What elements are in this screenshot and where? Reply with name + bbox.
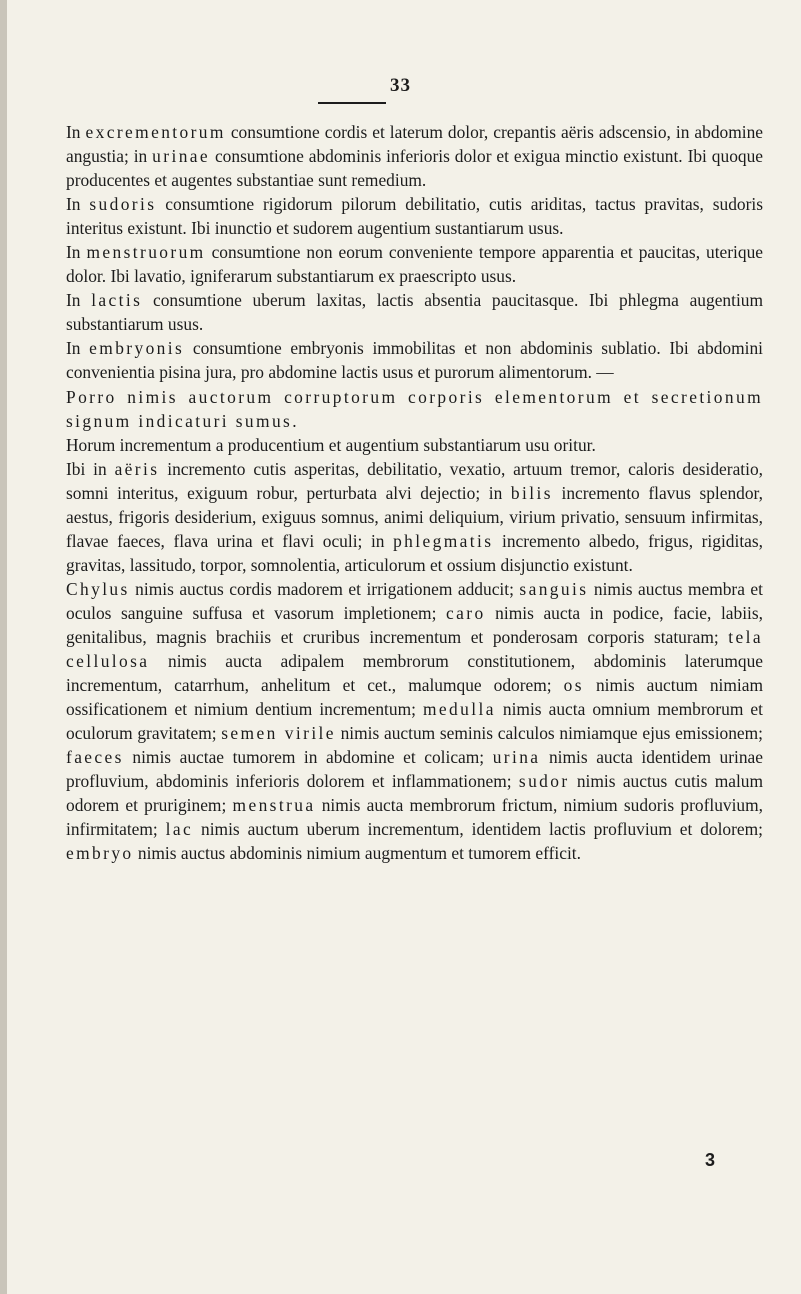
paragraph — [66, 192, 763, 240]
text-run: incremento flavus splendor, aestus, frigoris desiderium, exiguus somnus, animi deliquium, virium privatio, sensuum infirmitas, flavae faeces, flava urina et flavi oculi; in — [66, 482, 763, 551]
text-run: nimis auctus cutis malum odorem et pruriginem; — [66, 771, 763, 816]
page-number: 33 — [390, 75, 411, 96]
spaced-term: aëris — [114, 458, 160, 479]
paragraph — [66, 433, 763, 457]
text-run: consumtione cordis et laterum dolor, crepantis aëris adscensio, in abdomine angustia; in — [66, 122, 763, 167]
spaced-term: sudoris — [89, 194, 157, 215]
body-text — [66, 120, 763, 865]
text-run: nimis aucta omnium membrorum et oculorum gravitatem; — [66, 699, 763, 744]
spaced-term: embryonis — [89, 338, 185, 359]
spaced-term: tela cellulosa — [66, 626, 763, 672]
spaced-term: urina — [492, 747, 541, 768]
text-run: consumtione rigidorum pilorum debilitatio, cutis ariditas, tactus pravitas, sudoris interitus existunt. Ibi inunctio et sudorem augentium sustantiarum usus. — [66, 194, 763, 239]
paragraph — [66, 288, 763, 336]
spaced-term: lac — [165, 819, 194, 840]
text-run: consumtione uberum laxitas, lactis absentia paucitasque. Ibi phlegma augentium substantiarum usus. — [66, 290, 763, 335]
text-run: incremento albedo, frigus, rigiditas, gravitas, lassitudo, torpor, somnolentia, articulorum et ossium disjunctio existunt. — [66, 530, 763, 575]
text-run: consumtione abdominis inferioris dolor et exigua minctio existunt. Ibi quoque producentes et augentes substantiae sunt remedium. — [66, 146, 764, 191]
spaced-term: phlegmatis — [393, 530, 494, 551]
spaced-term: faeces — [66, 747, 124, 768]
text-run: nimis auctum uberum incrementum, identidem lactis profluvium et dolorem; — [193, 819, 764, 840]
text-run: nimis auctae tumorem in abdomine et colicam; — [123, 747, 493, 768]
text-run: In — [66, 290, 92, 311]
text-run: In — [66, 122, 86, 142]
text-run: nimis auctus abdominis nimium augmentum et tumorem efficit. — [133, 843, 581, 864]
spaced-term: excrementorum — [85, 122, 226, 142]
paragraph — [66, 120, 763, 192]
spaced-term: sudor — [518, 771, 570, 792]
text-run: nimis aucta identidem urinae profluvium, abdominis inferioris dolorem et inflammationem; — [66, 747, 763, 792]
spaced-term: medulla — [423, 699, 496, 720]
text-run: Ibi in — [66, 458, 115, 479]
text-run: nimis auctus cordis madorem et irrigationem adducit; — [129, 578, 520, 599]
spaced-term: embryo — [66, 843, 134, 864]
text-run: In — [66, 242, 87, 263]
signature-mark: 3 — [705, 1150, 716, 1170]
text-run: incremento cutis asperitas, debilitatio, vexatio, artuum tremor, caloris desideratio, somni interitus, exiguum robur, perturbata alvi dejectio; in — [66, 458, 763, 503]
text-run: Horum incrementum a producentium et augentium substantiarum usu oritur. — [66, 434, 596, 455]
page-binding-edge — [0, 0, 7, 1294]
paragraph — [66, 240, 763, 288]
spaced-term: caro — [446, 602, 486, 623]
spaced-term: os — [563, 675, 584, 696]
text-run: nimis aucta membrorum frictum, nimium sudoris profluvium, infirmitatem; — [66, 795, 763, 840]
spaced-term: urinae — [152, 146, 211, 167]
text-run: nimis aucta adipalem membrorum constitutionem, abdominis laterumque incrementum, catarrhum, anhelitum et cet., malumque odorem; — [66, 651, 763, 696]
spaced-term: bilis — [510, 482, 553, 503]
paragraph — [66, 336, 763, 384]
spaced-term: sanguis — [519, 578, 589, 599]
spaced-term: menstrua — [232, 795, 316, 816]
text-run: consumtione non eorum conveniente tempore apparentia et paucitas, uterique dolor. Ibi lavatio, igniferarum substantiarum ex praescripto usus. — [66, 242, 763, 287]
paragraph — [66, 577, 763, 866]
text-run: nimis auctum nimiam ossificationem et nimium dentium incrementum; — [66, 675, 763, 720]
spaced-term: Chylus — [66, 578, 130, 599]
text-run: nimis auctus membra et oculos sanguine suffusa et vasorum impletionem; — [66, 578, 763, 623]
text-run: consumtione embryonis immobilitas et non abdominis sublatio. Ibi abdomini convenientia pisina jura, pro abdomine lactis usus et purorum alimentorum. — — [66, 338, 763, 383]
text-run: In — [66, 194, 90, 215]
text-run: In — [66, 338, 90, 359]
paragraph — [66, 385, 763, 433]
paragraph — [66, 457, 763, 577]
spaced-term: Porro nimis auctorum corruptorum corporis elementorum et secretionum signum indicaturi sumus. — [66, 386, 763, 431]
header-rule — [318, 102, 386, 104]
text-run: nimis aucta in podice, facie, labiis, genitalibus, magnis brachiis et cruribus incrementum et ponderosam corporis staturam; — [66, 602, 763, 647]
spaced-term: semen virile — [221, 723, 336, 744]
spaced-term: menstruorum — [86, 242, 206, 263]
text-run: nimis auctum seminis calculos nimiamque ejus emissionem; — [335, 723, 763, 744]
spaced-term: lactis — [91, 290, 143, 311]
